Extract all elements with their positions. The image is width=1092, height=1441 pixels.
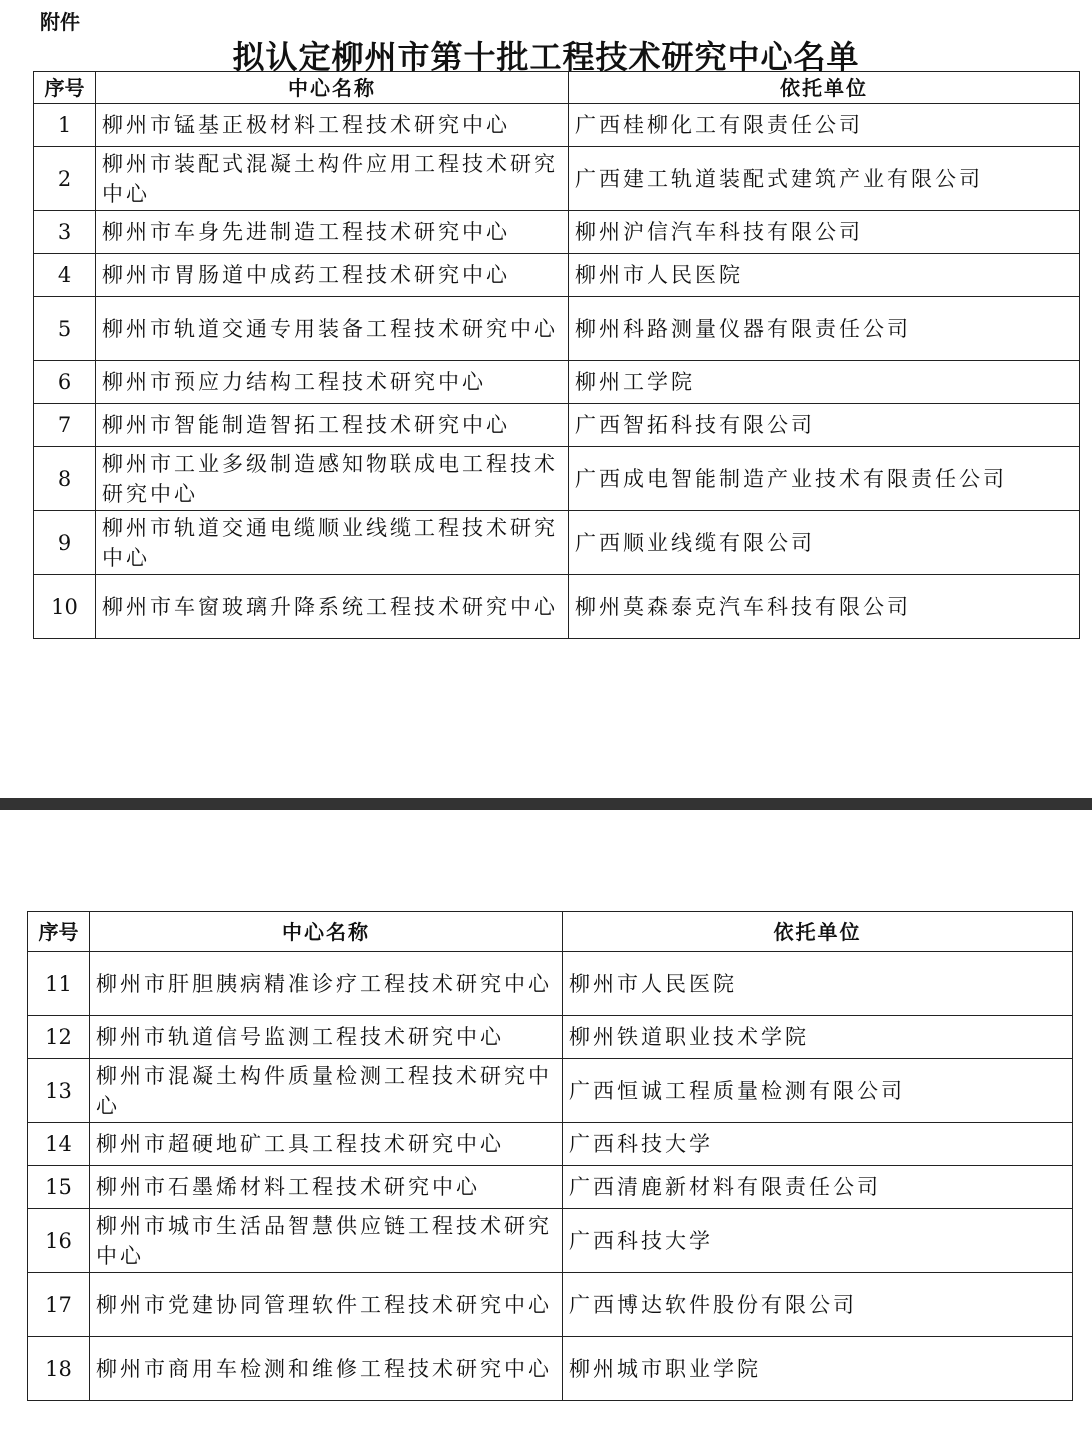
host-unit: 广西科技大学: [563, 1123, 1073, 1166]
host-unit: 广西智拓科技有限公司: [569, 404, 1080, 447]
host-unit: 广西恒诚工程质量检测有限公司: [563, 1059, 1073, 1123]
row-index: 15: [28, 1166, 90, 1209]
centers-table-2: [27, 911, 1073, 1401]
row-index: 3: [34, 211, 96, 254]
header-index: 序号: [28, 912, 90, 952]
center-name: 柳州市商用车检测和维修工程技术研究中心: [90, 1337, 563, 1401]
row-index: 14: [28, 1123, 90, 1166]
center-name: 柳州市肝胆胰病精准诊疗工程技术研究中心: [90, 952, 563, 1016]
center-name: 柳州市混凝土构件质量检测工程技术研究中心: [90, 1059, 563, 1123]
header-center-name: 中心名称: [96, 72, 569, 104]
table-row: [28, 1166, 1073, 1209]
center-name: 柳州市装配式混凝土构件应用工程技术研究中心: [96, 147, 569, 211]
host-unit: 广西顺业线缆有限公司: [569, 511, 1080, 575]
document-title: 拟认定柳州市第十批工程技术研究中心名单: [232, 38, 860, 76]
center-name: 柳州市党建协同管理软件工程技术研究中心: [90, 1273, 563, 1337]
center-name: 柳州市轨道交通电缆顺业线缆工程技术研究中心: [96, 511, 569, 575]
center-name: 柳州市超硬地矿工具工程技术研究中心: [90, 1123, 563, 1166]
center-name: 柳州市车窗玻璃升降系统工程技术研究中心: [96, 575, 569, 639]
table-row: [28, 1059, 1073, 1123]
table-row: [34, 447, 1080, 511]
center-name: 柳州市石墨烯材料工程技术研究中心: [90, 1166, 563, 1209]
row-index: 11: [28, 952, 90, 1016]
row-index: 6: [34, 361, 96, 404]
centers-table-1: [33, 71, 1080, 639]
row-index: 7: [34, 404, 96, 447]
row-index: 10: [34, 575, 96, 639]
page-separator: [0, 798, 1092, 810]
row-index: 17: [28, 1273, 90, 1337]
host-unit: 柳州铁道职业技术学院: [563, 1016, 1073, 1059]
center-name: 柳州市车身先进制造工程技术研究中心: [96, 211, 569, 254]
row-index: 1: [34, 104, 96, 147]
table-row: [34, 104, 1080, 147]
table-row: [34, 211, 1080, 254]
table-row: [34, 404, 1080, 447]
center-name: 柳州市预应力结构工程技术研究中心: [96, 361, 569, 404]
center-name: 柳州市轨道交通专用装备工程技术研究中心: [96, 297, 569, 361]
host-unit: 柳州沪信汽车科技有限公司: [569, 211, 1080, 254]
center-name: 柳州市胃肠道中成药工程技术研究中心: [96, 254, 569, 297]
table-row: [34, 147, 1080, 211]
center-name: 柳州市轨道信号监测工程技术研究中心: [90, 1016, 563, 1059]
row-index: 2: [34, 147, 96, 211]
row-index: 12: [28, 1016, 90, 1059]
table-header-row: [28, 912, 1073, 952]
center-name: 柳州市工业多级制造感知物联成电工程技术研究中心: [96, 447, 569, 511]
table-row: [28, 1123, 1073, 1166]
header-index: 序号: [34, 72, 96, 104]
row-index: 18: [28, 1337, 90, 1401]
header-host-unit: 依托单位: [563, 912, 1073, 952]
row-index: 8: [34, 447, 96, 511]
host-unit: 柳州工学院: [569, 361, 1080, 404]
row-index: 16: [28, 1209, 90, 1273]
table-row: [34, 361, 1080, 404]
host-unit: 广西博达软件股份有限公司: [563, 1273, 1073, 1337]
host-unit: 柳州市人民医院: [569, 254, 1080, 297]
table-row: [34, 297, 1080, 361]
table-row: [34, 575, 1080, 639]
table-row: [28, 1209, 1073, 1273]
document-page-2: [0, 810, 1092, 1441]
center-name: 柳州市锰基正极材料工程技术研究中心: [96, 104, 569, 147]
center-name: 柳州市城市生活品智慧供应链工程技术研究中心: [90, 1209, 563, 1273]
center-name: 柳州市智能制造智拓工程技术研究中心: [96, 404, 569, 447]
host-unit: 广西桂柳化工有限责任公司: [569, 104, 1080, 147]
table-row: [28, 952, 1073, 1016]
row-index: 4: [34, 254, 96, 297]
host-unit: 广西成电智能制造产业技术有限责任公司: [569, 447, 1080, 511]
table-row: [28, 1337, 1073, 1401]
row-index: 13: [28, 1059, 90, 1123]
host-unit: 柳州城市职业学院: [563, 1337, 1073, 1401]
host-unit: 广西科技大学: [563, 1209, 1073, 1273]
host-unit: 柳州市人民医院: [563, 952, 1073, 1016]
header-center-name: 中心名称: [90, 912, 563, 952]
host-unit: 广西清鹿新材料有限责任公司: [563, 1166, 1073, 1209]
host-unit: 柳州莫森泰克汽车科技有限公司: [569, 575, 1080, 639]
header-host-unit: 依托单位: [569, 72, 1080, 104]
table-row: [34, 254, 1080, 297]
table-row: [28, 1273, 1073, 1337]
row-index: 9: [34, 511, 96, 575]
host-unit: 柳州科路测量仪器有限责任公司: [569, 297, 1080, 361]
row-index: 5: [34, 297, 96, 361]
host-unit: 广西建工轨道装配式建筑产业有限公司: [569, 147, 1080, 211]
table-row: [34, 511, 1080, 575]
table-header-row: [34, 72, 1080, 104]
table-row: [28, 1016, 1073, 1059]
attachment-label: 附件: [40, 10, 80, 34]
